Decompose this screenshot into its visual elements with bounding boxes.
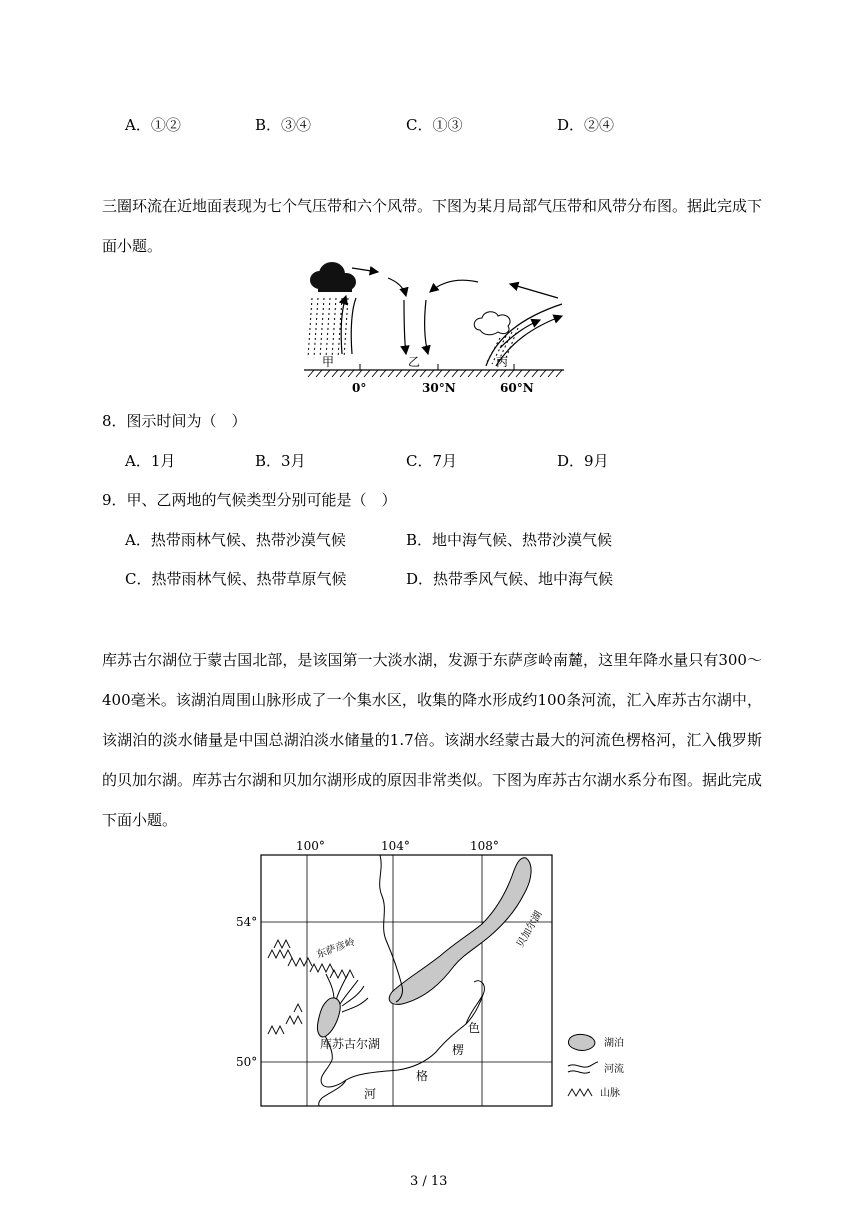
map-legend [568, 1034, 624, 1099]
option-c: C．①③ [406, 116, 463, 134]
lat-30n: 30°N [422, 381, 456, 395]
q8-option-a: A．1月 [125, 452, 176, 470]
intro-paragraph-2: 库苏古尔湖位于蒙古国北部，是该国第一大淡水湖，发源于东萨彦岭南麓，这里年降水量只有300～400毫米。该湖泊周围山脉形成了一个集水区，收集的降水形成约100条河流，汇入库苏古尔湖中，该湖泊的淡水储量是中国总湖泊淡水储量的1.7倍。该湖水经蒙古最大的河流色楞格河，汇入俄罗斯的贝加尔湖。库苏古尔湖和贝加尔湖形成的原因非常类似。下图为库苏古尔湖水系分布图。据此完成下面小题。 [102, 651, 763, 829]
option-d: D．②④ [557, 116, 615, 134]
lat-54: 54° [236, 915, 258, 929]
q9-option-c: C．热带雨林气候、热带草原气候 [125, 570, 347, 588]
rain-cloud-icon [308, 262, 356, 358]
river-char-1: 色 [468, 1021, 481, 1035]
option-a: A．①② [125, 116, 181, 134]
q9-stem: 9．甲、乙两地的气候类型分别可能是（ ） [102, 491, 397, 509]
baikal-label: 贝加尔湖 [515, 909, 545, 950]
intro-paragraph-1: 三圈环流在近地面表现为七个气压带和六个风带。下图为某月局部气压带和风带分布图。据此完成下面小题。 [102, 197, 763, 255]
q8-option-d: D．9月 [557, 452, 609, 470]
lat-50: 50° [236, 1055, 258, 1069]
q8-option-c: C．7月 [406, 452, 458, 470]
lat-0: 0° [352, 381, 367, 395]
q9-option-d: D．热带季风气候、地中海气候 [406, 570, 614, 588]
pressure-wind-belt-diagram [300, 258, 570, 398]
lon-100: 100° [296, 839, 325, 853]
lake-khovsgol-map [230, 836, 650, 1111]
mountain-label: 东萨彦岭 [315, 936, 357, 961]
lon-108: 108° [470, 839, 499, 853]
label-jia: 甲 [322, 355, 335, 369]
label-yi: 乙 [408, 355, 421, 369]
lon-104: 104° [381, 839, 410, 853]
legend-river: 河流 [604, 1064, 624, 1075]
option-b: B．③④ [255, 116, 312, 134]
q9-option-a: A．热带雨林气候、热带沙漠气候 [125, 531, 346, 549]
q9-option-b: B．地中海气候、热带沙漠气候 [406, 531, 613, 549]
river-char-2: 楞 [452, 1043, 465, 1057]
river-char-3: 格 [416, 1069, 429, 1083]
label-bing: 丙 [496, 355, 509, 369]
q8-stem: 8．图示时间为（ ） [102, 412, 247, 430]
legend-mountain: 山脉 [600, 1088, 620, 1099]
q8-option-b: B．3月 [255, 452, 306, 470]
lat-60n: 60°N [500, 381, 534, 395]
river-char-4: 河 [364, 1087, 377, 1101]
page-number: 3 / 13 [410, 1174, 448, 1189]
legend-lake: 湖泊 [604, 1038, 624, 1049]
khovsgol-label: 库苏古尔湖 [320, 1037, 381, 1051]
